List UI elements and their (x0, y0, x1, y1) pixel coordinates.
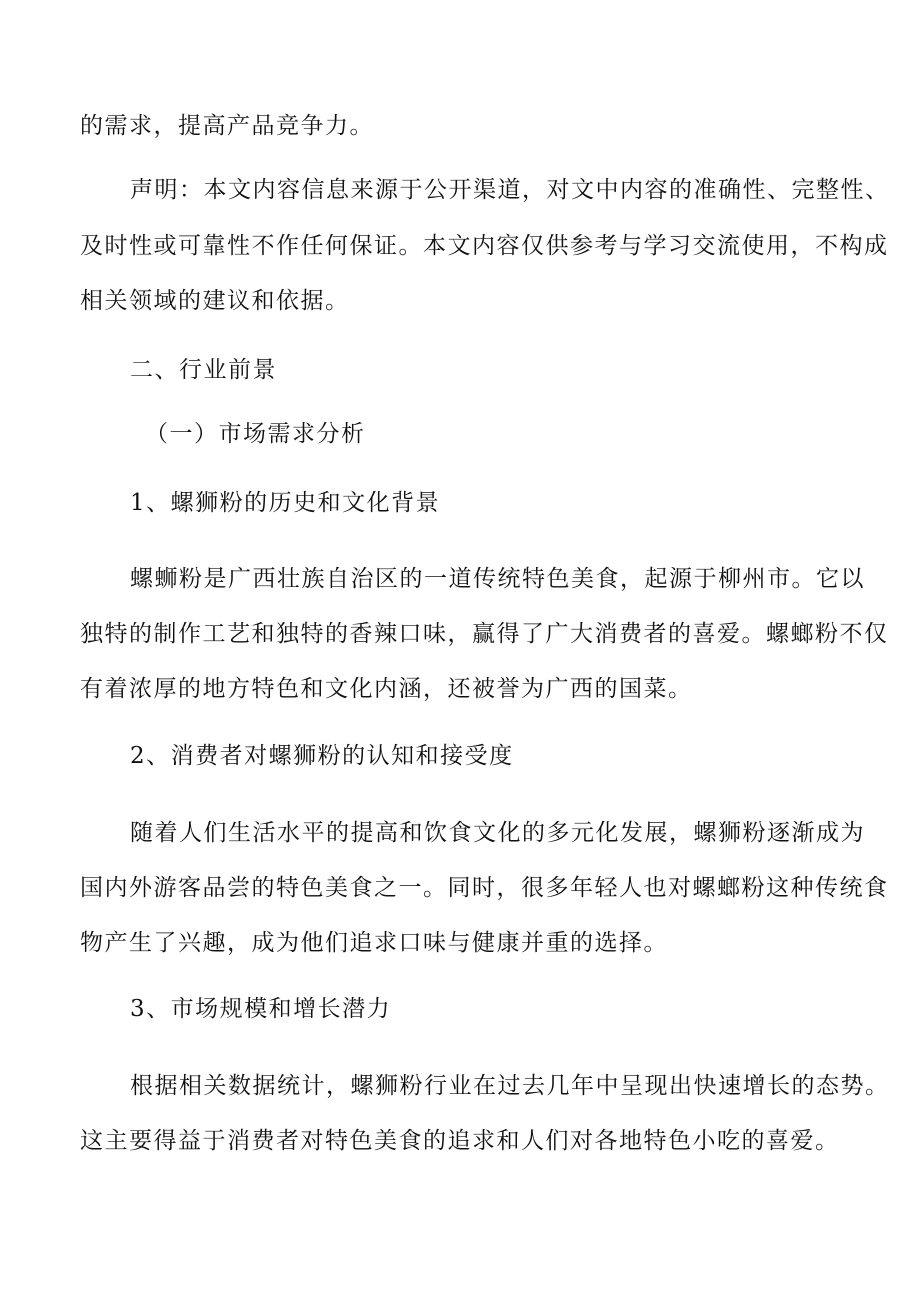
disclaimer-line-3: 相关领域的建议和依据。 (80, 288, 350, 314)
item3-title: 3、市场规模和增长潜力 (130, 996, 392, 1022)
item2-title: 2、消费者对螺狮粉的认知和接受度 (130, 743, 514, 769)
disclaimer-line-1: 声明：本文内容信息来源于公开渠道，对文中内容的准确性、完整性、 (130, 177, 890, 203)
section-title: 二、行业前景 (130, 357, 277, 383)
item3-paragraph-line-2: 这主要得益于消费者对特色美食的追求和人们对各地特色小吃的喜爱。 (80, 1128, 840, 1154)
item3-paragraph-line-1: 根据相关数据统计，螺狮粉行业在过去几年中呈现出快速增长的态势。 (130, 1073, 890, 1099)
item1-paragraph-line-2: 独特的制作工艺和独特的香辣口味，赢得了广大消费者的喜爱。螺螂粉不仅 (80, 621, 889, 647)
item1-title: 1、螺狮粉的历史和文化背景 (130, 490, 441, 516)
disclaimer-line-2: 及时性或可靠性不作任何保证。本文内容仅供参考与学习交流使用，不构成 (80, 233, 889, 259)
subsection-title: （一）市场需求分析 (145, 421, 366, 447)
item1-paragraph-line-3: 有着浓厚的地方特色和文化内涵，还被誉为广西的国菜。 (80, 676, 693, 702)
item2-paragraph-line-1: 随着人们生活水平的提高和饮食文化的多元化发展，螺狮粉逐渐成为 (130, 820, 865, 846)
intro-tail-line: 的需求，提高产品竞争力。 (80, 113, 374, 139)
item1-paragraph-line-1: 螺蛳粉是广西壮族自治区的一道传统特色美食，起源于柳州市。它以 (130, 566, 865, 592)
item2-paragraph-line-2: 国内外游客品尝的特色美食之一。同时，很多年轻人也对螺螂粉这种传统食 (80, 875, 889, 901)
item2-paragraph-line-3: 物产生了兴趣，成为他们追求口味与健康并重的选择。 (80, 930, 668, 956)
